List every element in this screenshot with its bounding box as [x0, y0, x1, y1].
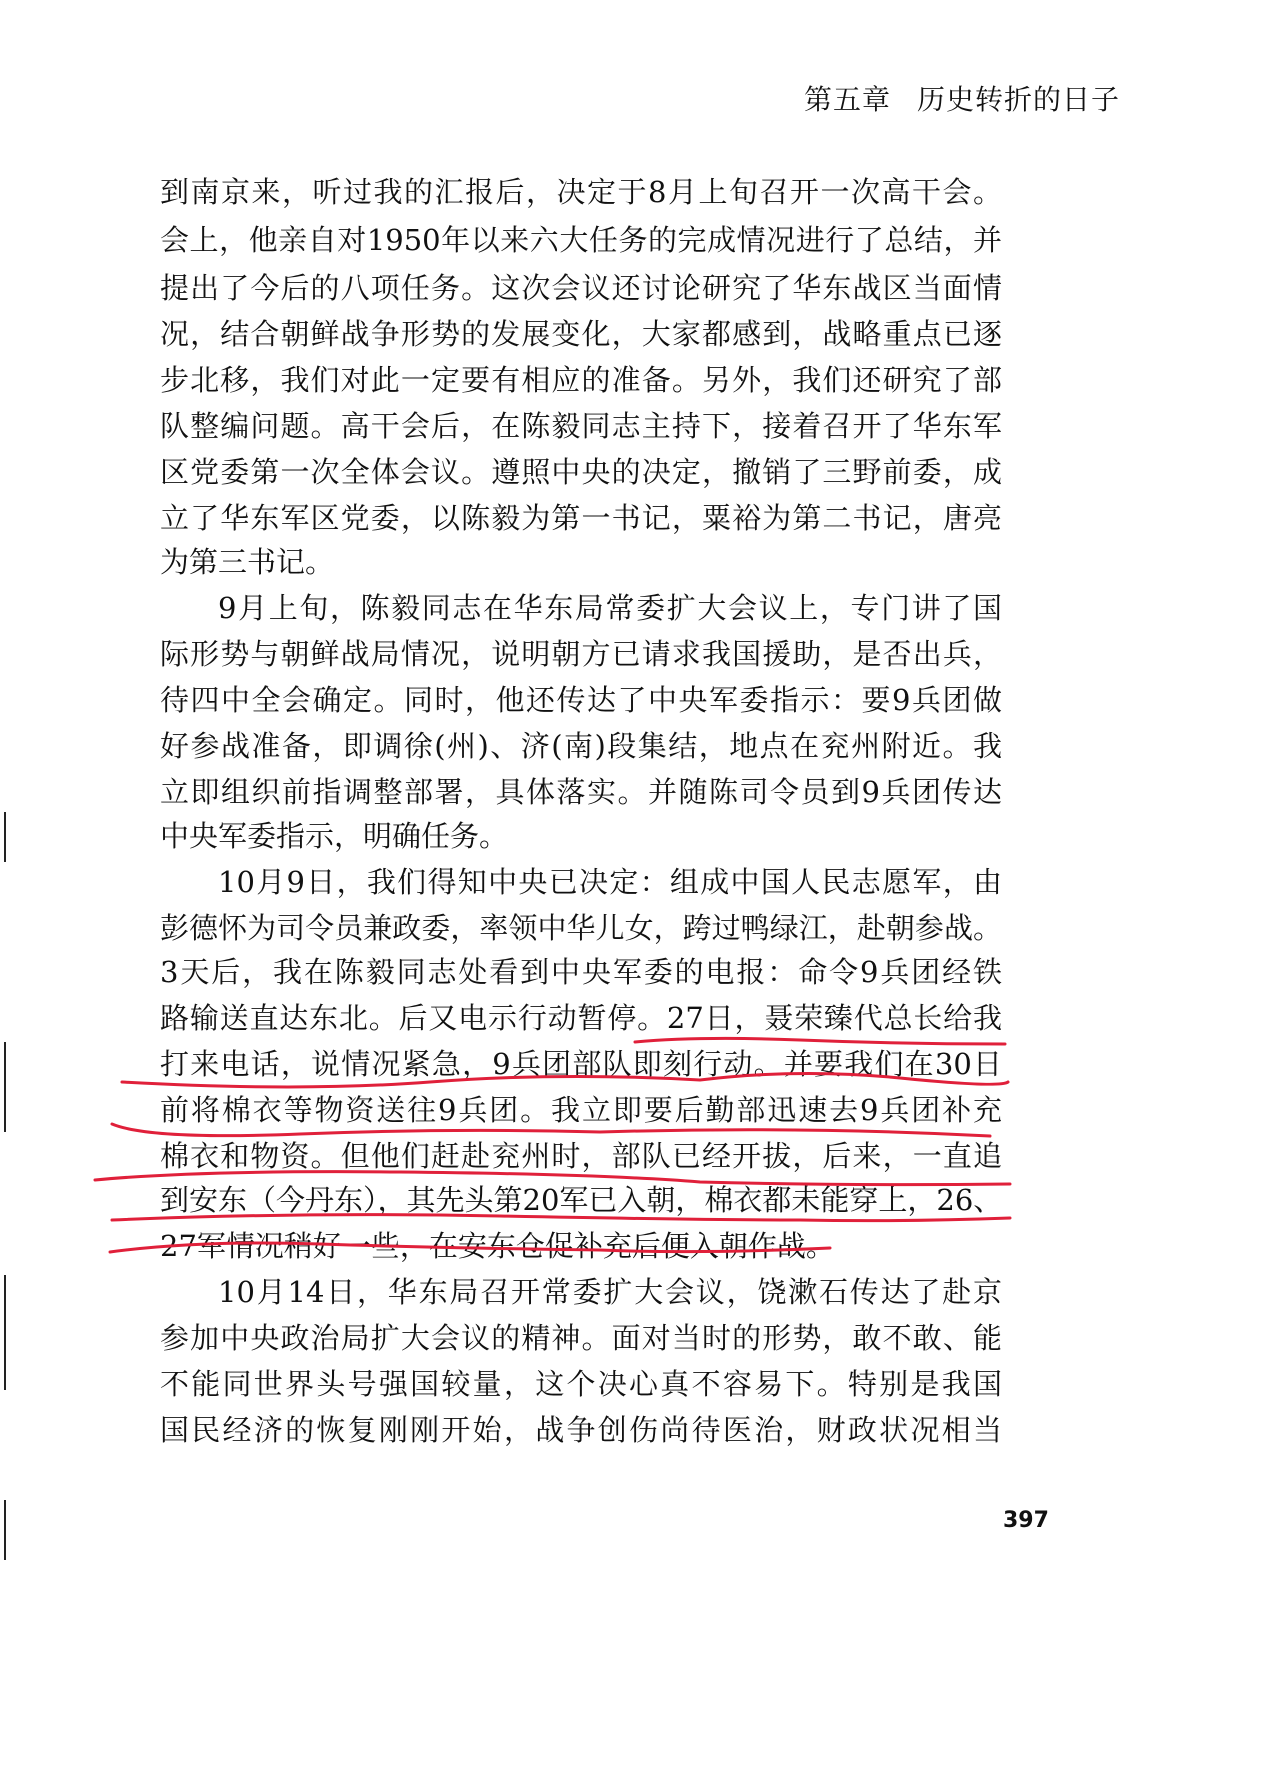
text-line: 好参战准备，即调徐(州)、济(南)段集结，地点在兖州附近。我 — [160, 729, 1002, 763]
chapter-number: 第五章 — [803, 83, 891, 116]
text-line: 中央军委指示，明确任务。 — [160, 819, 509, 853]
text-line: 际形势与朝鲜战局情况，说明朝方已请求我国援助，是否出兵， — [160, 637, 1002, 671]
text-line: 彭德怀为司令员兼政委，率领中华儿女，跨过鸭绿江，赴朝参战。 — [160, 911, 1002, 945]
scan-margin-mark — [4, 812, 6, 862]
text-line: 3天后，我在陈毅同志处看到中央军委的电报：命令9兵团经铁 — [160, 955, 1002, 989]
text-line: 国民经济的恢复刚刚开始，战争创伤尚待医治，财政状况相当 — [160, 1413, 1002, 1447]
text-line: 27军情况稍好一些，在安东仓促补充后便入朝作战。 — [160, 1229, 835, 1263]
text-line: 队整编问题。高干会后，在陈毅同志主持下，接着召开了华东军 — [160, 409, 1002, 443]
text-line: 10月9日，我们得知中央已决定：组成中国人民志愿军，由 — [218, 865, 1002, 899]
scan-margin-mark — [4, 1042, 6, 1132]
text-line: 为第三书记。 — [160, 545, 335, 579]
text-line: 会上，他亲自对1950年以来六大任务的完成情况进行了总结，并 — [160, 223, 1002, 257]
text-line: 参加中央政治局扩大会议的精神。面对当时的形势，敢不敢、能 — [160, 1321, 1002, 1355]
text-line: 区党委第一次全体会议。遵照中央的决定，撤销了三野前委，成 — [160, 455, 1002, 489]
scan-margin-mark — [4, 1275, 6, 1390]
text-line: 到安东（今丹东），其先头第20军已入朝，棉衣都未能穿上，26、 — [160, 1183, 1003, 1217]
text-line: 步北移，我们对此一定要有相应的准备。另外，我们还研究了部 — [160, 363, 1002, 397]
text-line: 待四中全会确定。同时，他还传达了中央军委指示：要9兵团做 — [160, 683, 1002, 717]
text-line: 打来电话，说情况紧急，9兵团部队即刻行动。并要我们在30日 — [160, 1047, 1002, 1081]
page-number: 397 — [1003, 1508, 1049, 1533]
text-line: 9月上旬，陈毅同志在华东局常委扩大会议上，专门讲了国 — [218, 591, 1002, 625]
running-header — [778, 78, 1120, 118]
text-line: 到南京来，听过我的汇报后，决定于8月上旬召开一次高干会。 — [160, 175, 1002, 209]
text-line: 提出了今后的八项任务。这次会议还讨论研究了华东战区当面情 — [160, 271, 1002, 305]
text-line: 10月14日，华东局召开常委扩大会议，饶漱石传达了赴京 — [218, 1275, 1002, 1309]
text-line: 立即组织前指调整部署，具体落实。并随陈司令员到9兵团传达 — [160, 775, 1002, 809]
text-line: 不能同世界头号强国较量，这个决心真不容易下。特别是我国 — [160, 1367, 1002, 1401]
scan-margin-mark — [4, 1500, 6, 1560]
text-line: 况，结合朝鲜战争形势的发展变化，大家都感到，战略重点已逐 — [160, 317, 1002, 351]
chapter-title: 历史转折的日子 — [916, 83, 1120, 116]
text-line: 前将棉衣等物资送往9兵团。我立即要后勤部迅速去9兵团补充 — [160, 1093, 1002, 1127]
text-line: 路输送直达东北。后又电示行动暂停。27日，聂荣臻代总长给我 — [160, 1001, 1002, 1035]
text-line: 棉衣和物资。但他们赶赴兖州时，部队已经开拔，后来，一直追 — [160, 1139, 1002, 1173]
text-line: 立了华东军区党委，以陈毅为第一书记，粟裕为第二书记，唐亮 — [160, 501, 1002, 535]
